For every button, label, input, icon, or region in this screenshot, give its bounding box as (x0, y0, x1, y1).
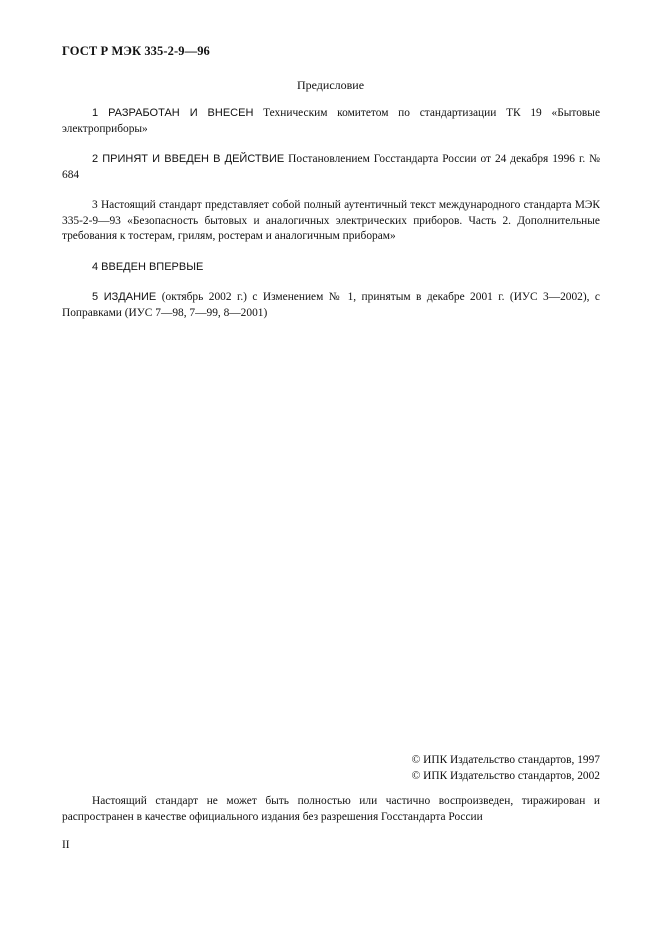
item-4-lead: 4 ВВЕДЕН ВПЕРВЫЕ (92, 260, 204, 273)
copyright-line-1997: © ИПК Издательство стандартов, 1997 (411, 754, 600, 766)
page-title: Предисловие (296, 78, 365, 92)
item-3-text: 3 Настоящий стандарт представляет собой полный аутентичный текст международного стандарта МЭК 335-2-9—93 «Безопасность бытовых и аналогичных электрических приборов. Часть 2. Дополнительные требования к тостерам, грилям, ростерам и аналогичным приборам» (62, 199, 600, 242)
copyright-block (412, 753, 600, 784)
item-5-text: (октябрь 2002 г.) с Изменением № 1, принятым в декабре 2001 г. (ИУС 3—2002), с Поправками (ИУС 7—98, 7—99, 8—2001) (62, 291, 600, 319)
foreword-body (62, 106, 600, 336)
copyright-line-2002: © ИПК Издательство стандартов, 2002 (411, 769, 600, 782)
foreword-item-4 (62, 260, 600, 276)
item-2-lead: 2 ПРИНЯТ И ВВЕДЕН В ДЕЙСТВИЕ (92, 153, 285, 165)
item-5-lead: 5 ИЗДАНИЕ (92, 291, 157, 303)
foreword-item-3 (62, 198, 600, 245)
reproduction-notice: Настоящий стандарт не может быть полностью или частично воспроизведен, тиражирован и распространен в качестве официального издания без разрешения Госстандарта России (62, 795, 600, 823)
foreword-item-5 (62, 290, 600, 321)
item-1-lead: 1 РАЗРАБОТАН И ВНЕСЕН (92, 107, 254, 119)
page-number: II (62, 839, 70, 851)
item-1-text: Техническим комитетом по стандартизации ТК 19 «Бытовые электроприборы» (62, 107, 600, 135)
item-2-text: Постановлением Госстандарта России от 24 декабря 1996 г. № 684 (62, 153, 600, 181)
foreword-item-2 (62, 152, 600, 183)
document-code-header: ГОСТ Р МЭК 335-2-9—96 (62, 44, 210, 58)
foreword-item-1 (62, 106, 600, 137)
